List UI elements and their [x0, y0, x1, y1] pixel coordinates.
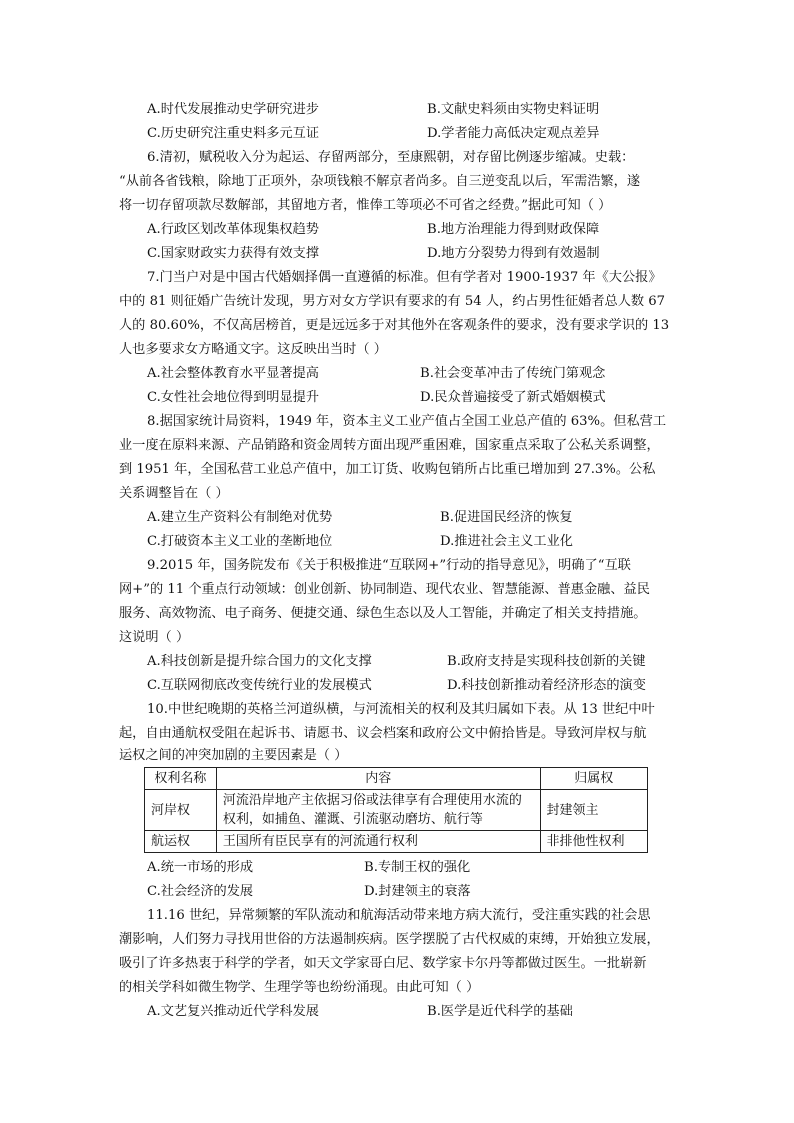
q6-stem-line-2: “从前各省钱粮，除地丁正项外，杂项钱粮不解京者尚多。自三逆变乱以后，军需浩繁，遂 — [119, 174, 641, 189]
q8-option-c: C.打破资本主义工业的垄断地位 — [147, 534, 333, 549]
q8-stem-line-1: 8.据国家统计局资料，1949 年，资本主义工业产值占全国工业总产值的 63%。但私营工 — [147, 414, 667, 429]
q9-stem-line-3: 服务、高效物流、电子商务、便捷交通、绿色生态以及人工智能，并确定了相关支持措施。 — [119, 606, 647, 621]
q10-option-c: C.社会经济的发展 — [147, 884, 254, 899]
q7-stem-line-1: 7.门当户对是中国古代婚姻择偶一直遵循的标准。但有学者对 1900-1937 年《大公报》 — [147, 270, 662, 285]
q6-stem-line-3: 将一切存留项款尽数解部，其留地方者，惟俸工等项必不可省之经费。”据此可知（ ） — [119, 198, 612, 213]
q11-stem-line-2: 潮影响，人们努力寻找用世俗的方法遏制疾病。医学摆脱了古代权威的束缚，开始独立发展， — [119, 932, 660, 947]
q10-option-b: B.专制王权的强化 — [364, 860, 471, 875]
table-cell-name: 河岸权 — [145, 790, 217, 831]
q10-stem-line-1: 10.中世纪晚期的英格兰河道纵横，与河流相关的权利及其归属如下表。从 13 世纪中叶 — [147, 702, 655, 717]
table-row — [145, 790, 648, 831]
table-cell-name: 航运权 — [145, 831, 217, 853]
q9-option-a: A.科技创新是提升综合国力的文化支撑 — [147, 654, 372, 669]
q7-stem-line-3: 人的 80.60%，不仅高居榜首，更是远远多于对其他外在客观条件的要求，没有要求学识的 13 — [119, 318, 670, 333]
q9-option-d: D.科技创新推动着经济形态的演变 — [447, 678, 646, 693]
q8-option-b: B.促进国民经济的恢复 — [440, 510, 573, 525]
q7-option-d: D.民众普遍接受了新式婚姻模式 — [420, 390, 606, 405]
table-cell-content-line: 河流沿岸地产主依据习俗或法律享有合理使用水流的 — [222, 793, 522, 808]
q7-option-b: B.社会变革冲击了传统门第观念 — [420, 366, 606, 381]
table-cell-owner: 封建领主 — [540, 790, 647, 831]
q7-option-c: C.女性社会地位得到明显提升 — [147, 390, 320, 405]
q8-stem-line-3: 到 1951 年，全国私营工业总产值中，加工订货、收购包销所占比重已增加到 27.3%。公私 — [119, 462, 656, 477]
q8-stem-line-4: 关系调整旨在（ ） — [119, 486, 229, 501]
q9-option-b: B.政府支持是实现科技创新的关键 — [447, 654, 646, 669]
q11-option-a: A.文艺复兴推动近代学科发展 — [147, 1004, 319, 1019]
q9-stem-line-2: 网+”的 11 个重点行动领域：创业创新、协同制造、现代农业、智慧能源、普惠金融、益民 — [119, 582, 650, 597]
rights-table — [144, 767, 648, 853]
q9-stem-line-1: 9.2015 年，国务院发布《关于积极推进“互联网+”行动的指导意见》，明确了“互联 — [147, 558, 631, 573]
q7-stem-line-2: 中的 81 则征婚广告统计发现，男方对女方学识有要求的有 54 人，约占男性征婚者总人数 67 — [119, 294, 666, 309]
q8-option-d: D.推进社会主义工业化 — [440, 534, 573, 549]
q6-option-b: B.地方治理能力得到财政保障 — [427, 222, 600, 237]
table-header-row — [145, 768, 648, 790]
q6-option-d: D.地方分裂势力得到有效遏制 — [427, 246, 600, 261]
q5-option-c: C.历史研究注重史料多元互证 — [147, 126, 320, 141]
q11-stem-line-3: 吸引了许多热衷于科学的学者，如天文学家哥白尼、数学家卡尔丹等都做过医生。一批崭新 — [119, 956, 647, 971]
q9-option-c: C.互联网彻底改变传统行业的发展模式 — [147, 678, 372, 693]
q7-option-a: A.社会整体教育水平显著提高 — [147, 366, 319, 381]
q7-stem-line-4: 人也多要求女方略通文字。这反映出当时（ ） — [119, 342, 387, 357]
table-cell-content: 王国所有臣民享有的河流通行权利 — [216, 831, 540, 853]
q10-stem-line-2: 起，自由通航权受阻在起诉书、请愿书、议会档案和政府公文中俯拾皆是。导致河岸权与航 — [119, 726, 647, 741]
q8-stem-line-2: 业一度在原料来源、产品销路和资金周转方面出现严重困难，国家重点采取了公私关系调整， — [119, 438, 660, 453]
table-header-content: 内容 — [216, 768, 540, 790]
q11-stem-line-1: 11.16 世纪，异常频繁的军队流动和航海活动带来地方病大流行，受注重实践的社会思 — [147, 908, 651, 923]
q8-option-a: A.建立生产资料公有制绝对优势 — [147, 510, 333, 525]
table-cell-content-line: 权利，如捕鱼、灌溉、引流驱动磨坊、航行等 — [222, 812, 483, 827]
q5-option-a: A.时代发展推动史学研究进步 — [147, 102, 319, 117]
q5-option-d: D.学者能力高低决定观点差异 — [427, 126, 600, 141]
table-cell-owner: 非排他性权利 — [540, 831, 647, 853]
q5-option-b: B.文献史料须由实物史料证明 — [427, 102, 600, 117]
q10-option-d: D.封建领主的衰落 — [364, 884, 471, 899]
table-row — [145, 831, 648, 853]
q9-stem-line-4: 这说明（ ） — [119, 630, 190, 645]
q10-stem-line-3: 运权之间的冲突加剧的主要因素是（ ） — [119, 748, 348, 763]
q11-stem-line-4: 的相关学科如微生物学、生理学等也纷纷涌现。由此可知（ ） — [119, 980, 480, 995]
q6-option-c: C.国家财政实力获得有效支撑 — [147, 246, 320, 261]
q6-option-a: A.行政区划改革体现集权趋势 — [147, 222, 319, 237]
table-header-owner: 归属权 — [540, 768, 647, 790]
q10-option-a: A.统一市场的形成 — [147, 860, 254, 875]
q11-option-b: B.医学是近代科学的基础 — [427, 1004, 573, 1019]
table-header-name: 权利名称 — [145, 768, 217, 790]
q6-stem-line-1: 6.清初，赋税收入分为起运、存留两部分，至康熙朝，对存留比例逐步缩减。史载： — [147, 150, 635, 165]
table-cell-content — [216, 790, 540, 831]
